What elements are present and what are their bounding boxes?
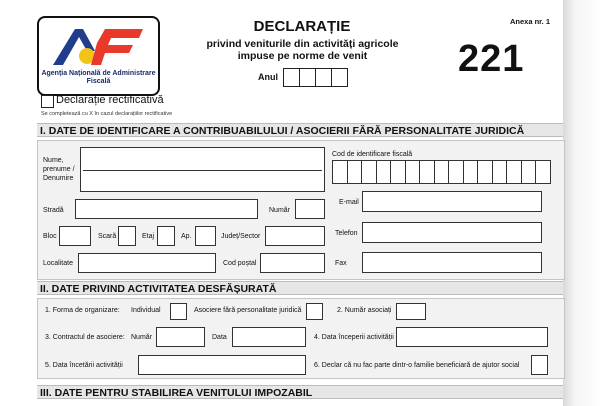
end-date-label: 5. Data încetării activității: [45, 362, 123, 369]
locality-input[interactable]: [78, 253, 216, 273]
floor-input[interactable]: [157, 226, 175, 246]
year-input[interactable]: [283, 68, 348, 87]
email-label: E-mail: [339, 199, 359, 206]
phone-input[interactable]: [362, 222, 542, 243]
floor-label: Etaj: [142, 233, 155, 240]
annex-label: Anexa nr. 1: [510, 17, 551, 26]
contract-label: 3. Contractul de asociere:: [45, 334, 125, 341]
form-number: 221: [458, 38, 525, 80]
rectificativa-note: Se completează cu X în cazul declarațiilor rectificative: [41, 111, 173, 117]
street-label: Stradă: [43, 207, 64, 214]
contract-number-input[interactable]: [156, 327, 205, 347]
association-checkbox[interactable]: [306, 303, 323, 320]
section-1-header: I. DATE DE IDENTIFICARE A CONTRIBUABILULUI / ASOCIERII FĂRĂ PERSONALITATE JURIDICĂ: [37, 123, 563, 137]
name-label-line-1: Nume,: [43, 157, 64, 164]
phone-label: Telefon: [335, 230, 358, 237]
org-form-label: 1. Forma de organizare:: [45, 307, 120, 314]
block-input[interactable]: [59, 226, 91, 246]
postal-code-input[interactable]: [260, 253, 325, 273]
cif-input[interactable]: [332, 160, 551, 184]
section-3-header: III. DATE PENTRU STABILIREA VENITULUI IMPOZABIL: [37, 385, 563, 399]
stair-label: Scară: [98, 233, 117, 240]
logo-agency-name: Agenția Națională de Administrare Fiscală: [41, 70, 156, 85]
number-input[interactable]: [295, 199, 325, 219]
name-label-line-3: Denumire: [43, 175, 74, 182]
subtitle-line-2: impuse pe norme de venit: [237, 50, 368, 62]
section-2-header: II. DATE PRIVIND ACTIVITATEA DESFĂȘURATĂ: [37, 281, 563, 295]
name-field-divider: [83, 170, 322, 171]
stair-input[interactable]: [118, 226, 136, 246]
end-date-input[interactable]: [138, 355, 306, 375]
form-subtitle: [180, 38, 425, 62]
form-title: DECLARAȚIE: [253, 18, 351, 35]
anaf-logo: [37, 16, 160, 96]
name-input[interactable]: [80, 147, 325, 192]
fax-label: Fax: [335, 260, 347, 267]
subtitle-line-1: privind veniturile din activități agricole: [206, 38, 399, 50]
locality-label: Localitate: [43, 260, 73, 267]
contract-date-label: Data: [212, 334, 227, 341]
year-label: Anul: [258, 72, 278, 82]
contract-date-input[interactable]: [232, 327, 306, 347]
social-aid-checkbox[interactable]: [531, 355, 548, 375]
social-aid-declaration-label: 6. Declar că nu fac parte dintr-o familie beneficiară de ajutor social: [314, 362, 520, 369]
apt-input[interactable]: [195, 226, 216, 246]
cif-label: Cod de identificare fiscală: [332, 151, 413, 158]
contract-number-label: Număr: [131, 334, 153, 341]
associates-count-input[interactable]: [396, 303, 426, 320]
county-input[interactable]: [265, 226, 325, 246]
postal-code-label: Cod poștal: [223, 260, 257, 267]
individual-label: Individual: [131, 307, 161, 314]
number-label: Număr: [269, 207, 291, 214]
email-input[interactable]: [362, 191, 542, 212]
block-label: Bloc: [43, 233, 57, 240]
street-input[interactable]: [75, 199, 258, 219]
rectificativa-checkbox[interactable]: [41, 95, 54, 108]
individual-checkbox[interactable]: [170, 303, 187, 320]
start-date-label: 4. Data începerii activității: [314, 334, 394, 341]
rectificativa-label: Declarație rectificativă: [56, 94, 164, 106]
associates-count-label: 2. Număr asociați: [337, 307, 392, 314]
anaf-logo-icon: [47, 21, 151, 71]
name-label-line-2: prenume /: [43, 166, 75, 173]
county-label: Județ/Sector: [221, 233, 261, 240]
apt-label: Ap.: [181, 233, 192, 240]
page-shadow: [563, 0, 602, 406]
association-label: Asociere fără personalitate juridică: [194, 307, 302, 314]
start-date-input[interactable]: [396, 327, 548, 347]
fax-input[interactable]: [362, 252, 542, 273]
